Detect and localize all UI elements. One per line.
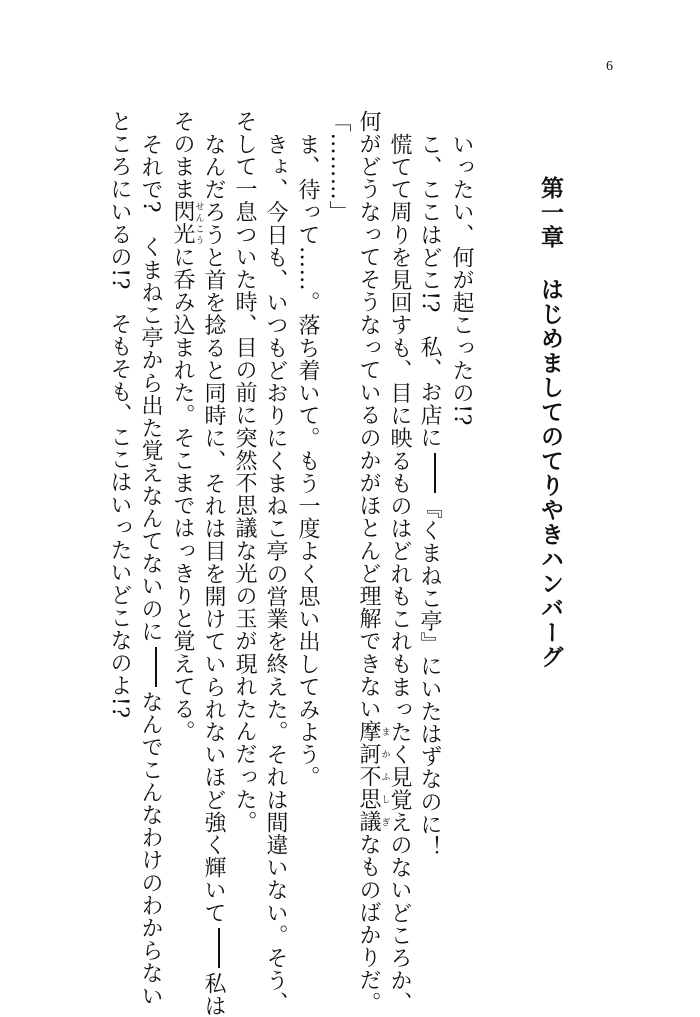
ruby-reading: ふしぎ (379, 765, 390, 834)
line-text-a: そのまま (170, 110, 195, 201)
page-number: 6 (606, 59, 613, 74)
text-line-4 (355, 110, 390, 1014)
line-text: きょ、今日も、いつもどおりにくまねこ亭の営業を終えた。それは間違いない。そう、 (263, 133, 288, 1015)
line-text-b: なんでこんなわけのわからない (138, 690, 163, 1008)
ruby-reading: まか (379, 720, 390, 766)
line-text-a: それで? くまねこ亭から出た覚えなんてないのに (138, 133, 163, 643)
line-text-b: 『くまねこ亭』にいたはずなのに！ (417, 496, 442, 859)
line-text-b: に呑み込まれた。そこまではっきりと覚えてる。 (170, 245, 195, 743)
em-dash (155, 647, 157, 687)
ruby-base: 不思議 (356, 765, 381, 834)
chapter-label: 第一章 (537, 176, 564, 250)
line-text: 慌てて周りを見回すも、目に映るものはどれもこれもまったく見覚えのないどころか、 (387, 133, 412, 1015)
text-line-11 (137, 133, 163, 1007)
ruby-fushigi (356, 765, 390, 834)
line-text-a: なんだろうと首を捻ると同時に、それは目を開けていられないほど強く輝いて (201, 133, 226, 924)
text-line-3 (386, 133, 412, 1014)
line-text: そして一息ついた時、目の前に突然不思議な光の玉が現れたんだった。 (232, 110, 257, 834)
text-line-2 (416, 133, 442, 858)
line-text-b: 私は (201, 972, 226, 1017)
ruby-base: 閃光 (170, 200, 195, 246)
text-line-6 (294, 133, 320, 788)
em-dash (434, 453, 436, 493)
line-text: ところにいるの!? そもそも、ここはいったいどこなのよ!? (107, 110, 132, 719)
text-line-8 (231, 110, 257, 833)
line-text-a: こ、ここはどこ!? 私、お店に (417, 133, 442, 449)
text-line-10 (169, 110, 204, 743)
ruby-reading: せんこう (193, 200, 204, 246)
line-text: いったい、何が起こったの!? (449, 133, 474, 427)
text-line-1 (448, 133, 474, 426)
chapter-heading (537, 176, 563, 670)
line-text-b: なものばかりだ。 (356, 833, 381, 1015)
ruby-senkou (170, 200, 204, 246)
chapter-title: はじめましてのてりやきハンバーグ (537, 277, 564, 670)
text-line-9 (200, 133, 226, 1017)
text-line-5 (325, 110, 351, 223)
line-text: ま、待って……。落ち着いて。もう一度よく思い出してみよう。 (295, 133, 320, 789)
line-text: 「………」 (326, 110, 351, 223)
ruby-makafushigi (356, 720, 390, 766)
line-text-a: 何がどうなってそうなっているのかがほとんど理解できない (356, 110, 381, 721)
ruby-base: 摩訶 (356, 720, 381, 766)
text-line-7 (262, 133, 288, 1014)
text-line-12 (106, 110, 132, 719)
em-dash (218, 928, 220, 968)
